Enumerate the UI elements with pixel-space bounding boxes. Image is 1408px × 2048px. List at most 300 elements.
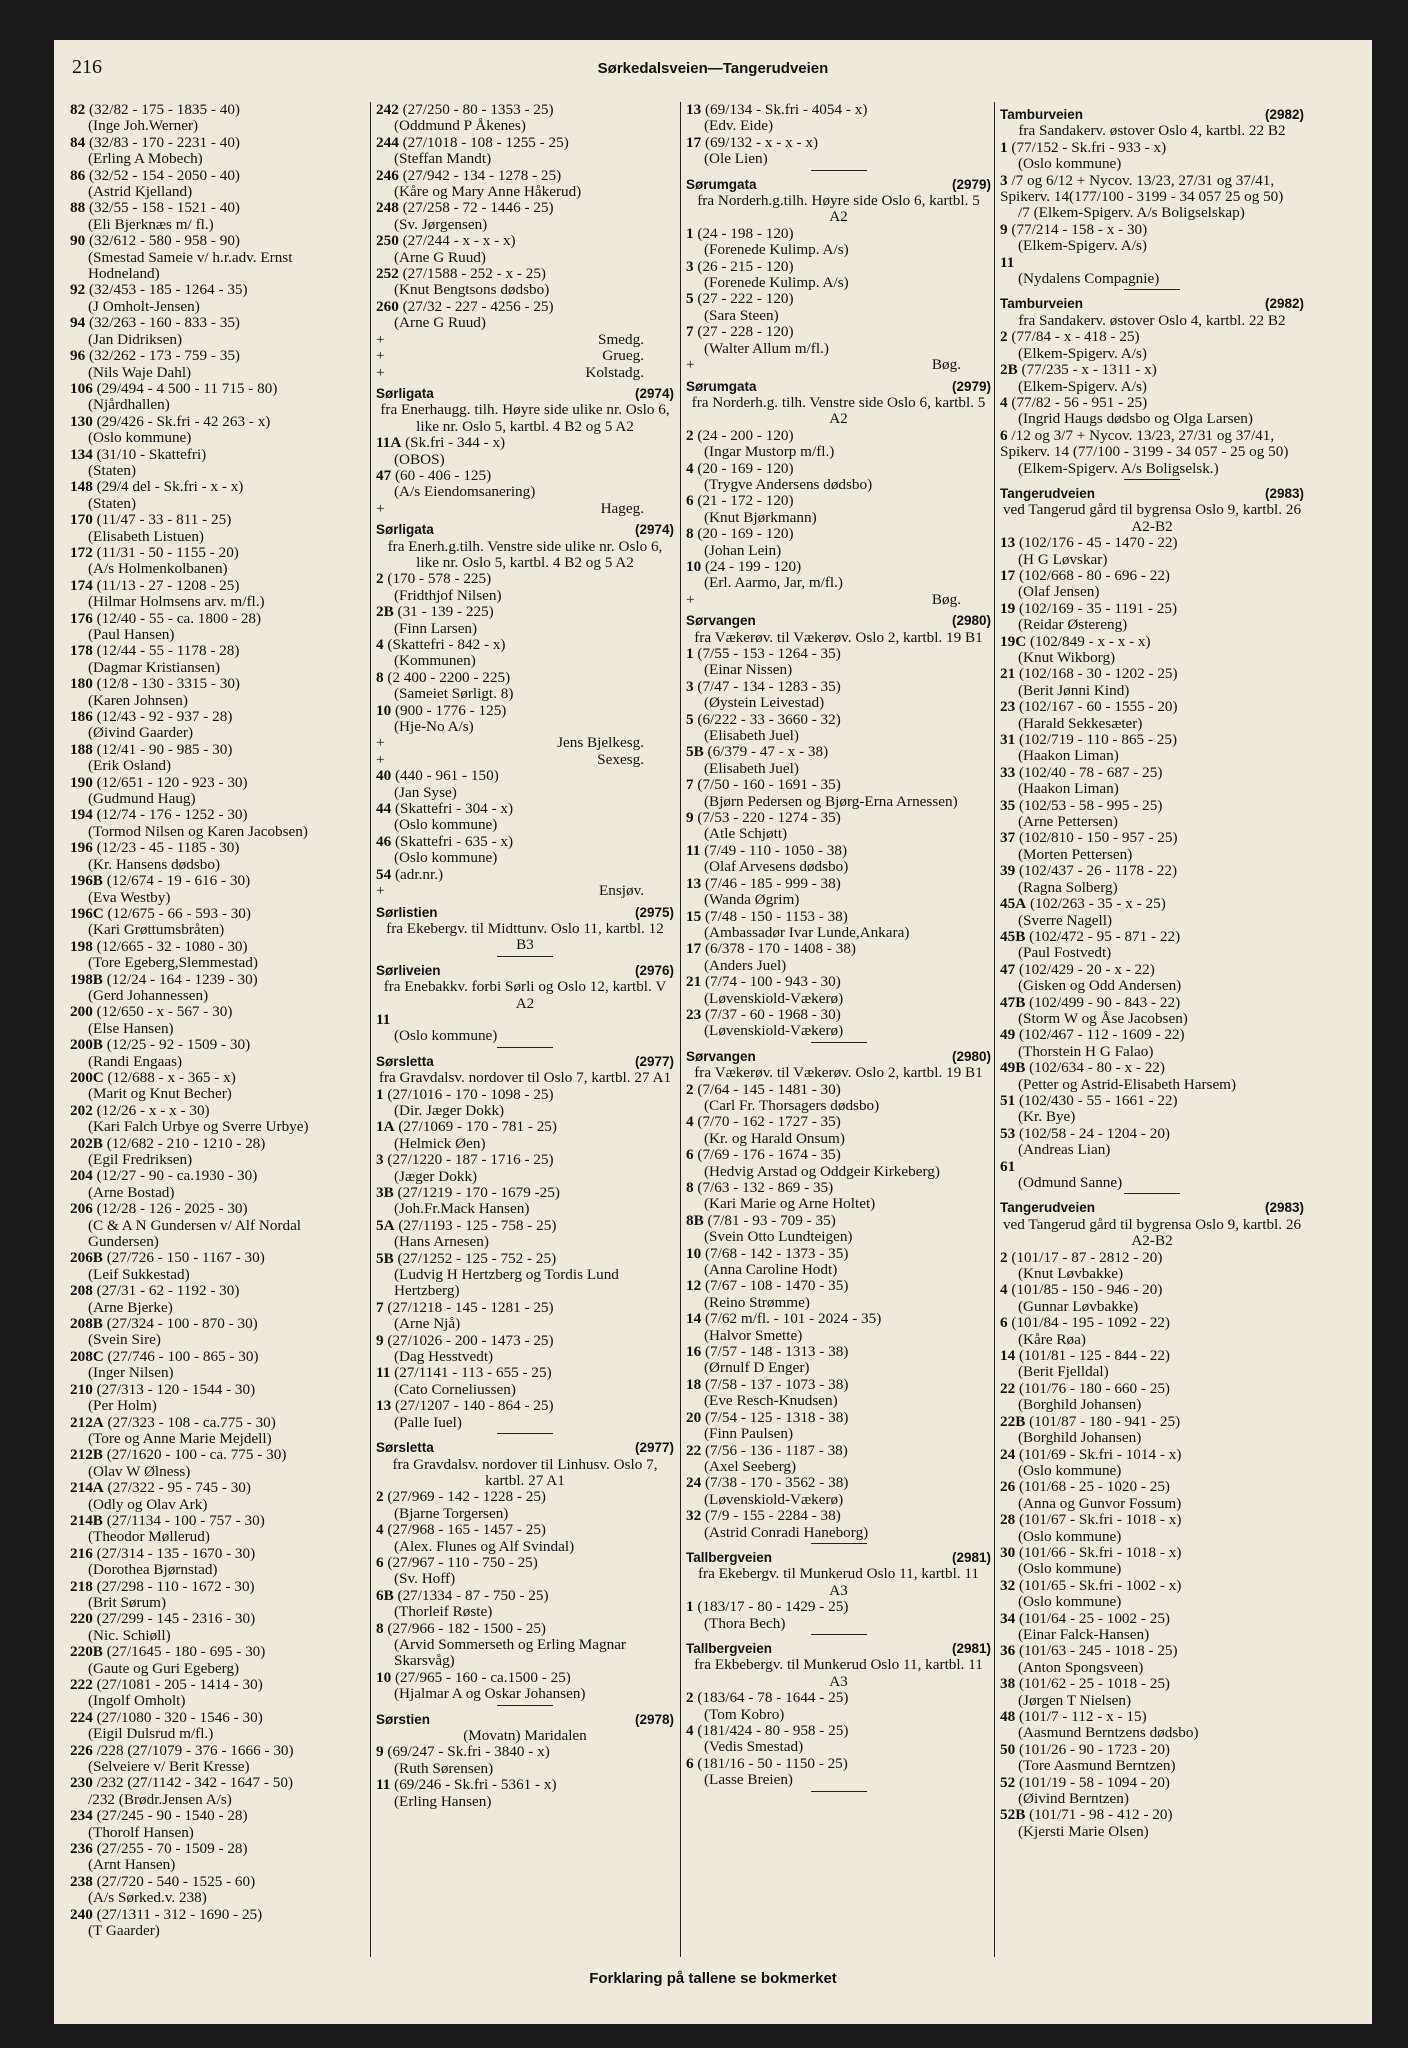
property-data: (27/322 - 95 - 745 - 30)	[107, 1479, 251, 1497]
address-entry	[686, 1756, 991, 1789]
property-data: (101/26 - 90 - 1723 - 20)	[1018, 1740, 1170, 1758]
address-entry	[70, 939, 363, 972]
owner-name: (Tom Kobro)	[704, 1705, 785, 1723]
house-number: 260	[376, 297, 399, 315]
house-number: 30	[1000, 1543, 1016, 1561]
owner-name: (Thorstein H G Falao)	[1018, 1042, 1154, 1060]
house-number: 134	[70, 445, 93, 463]
owner-name: (Oslo kommune)	[1018, 155, 1122, 173]
address-entry	[1000, 1742, 1304, 1775]
entry-line	[70, 545, 363, 561]
property-data: (101/66 - Sk.fri - 1018 - x)	[1018, 1543, 1182, 1561]
street-description: fra Norderh.g. tilh. Venstre side Oslo 6, kartbl. 5 A2	[691, 393, 986, 428]
owner-name: (Paul Fostvedt)	[1018, 944, 1112, 962]
property-data: (24 - 199 - 120)	[704, 557, 802, 575]
address-entry	[686, 324, 991, 357]
house-number: 51	[1000, 1091, 1016, 1109]
entry-line	[686, 1723, 991, 1739]
address-entry	[376, 1777, 674, 1810]
address-entry	[70, 1710, 363, 1743]
entry-line	[70, 102, 363, 118]
owner-name: (Haakon Liman)	[1018, 747, 1119, 765]
property-data: (12/26 - x - x - 30)	[96, 1101, 210, 1119]
owner-name: (Eli Bjerknæs m/ fl.)	[88, 215, 214, 233]
house-number: 13	[376, 1397, 392, 1415]
address-entry	[70, 1415, 363, 1448]
entry-line	[376, 1555, 674, 1571]
street-heading	[376, 1712, 674, 1728]
address-entry	[1000, 535, 1304, 568]
house-number: 240	[70, 1905, 93, 1923]
owner-name: (Thorleif Røste)	[394, 1603, 493, 1621]
entry-line	[70, 1907, 363, 1923]
address-entry	[70, 414, 363, 447]
entry-line	[70, 709, 363, 725]
address-entry	[1000, 1447, 1304, 1480]
address-entry	[70, 643, 363, 676]
address-entry	[686, 1723, 991, 1756]
entry-line	[70, 1480, 363, 1496]
street-name: Sørlistien	[376, 904, 438, 920]
owner-name: (Jan Didriksen)	[88, 330, 183, 348]
property-data: (12/28 - 126 - 2025 - 30)	[96, 1200, 248, 1218]
entry-line	[70, 479, 363, 495]
entry-line	[70, 1316, 363, 1332]
owner-name: (Eigil Dulsrud m/fl.)	[88, 1725, 214, 1743]
owner-name: (Storm W og Åse Jacobsen)	[1018, 1009, 1188, 1027]
address-entry	[376, 1670, 674, 1703]
address-entry	[1000, 1643, 1304, 1676]
house-number: 49B	[1000, 1059, 1026, 1077]
house-number: 11	[376, 1364, 391, 1382]
house-number: 32	[1000, 1576, 1016, 1594]
owner-name: (Ole Lien)	[704, 150, 768, 168]
house-number: 15	[686, 907, 702, 925]
address-entry	[376, 1300, 674, 1333]
entry-line	[1000, 1126, 1304, 1142]
property-data: (24 - 198 - 120)	[697, 224, 794, 242]
address-entry	[1000, 1027, 1304, 1060]
house-number: 220B	[70, 1643, 103, 1661]
address-entry	[70, 1283, 363, 1316]
property-data: (101/87 - 180 - 941 - 25)	[1029, 1412, 1181, 1430]
entry-line	[1000, 1512, 1304, 1528]
owner-name: (Trygve Andersens dødsbo)	[704, 475, 873, 493]
address-entry	[686, 259, 991, 292]
entry-line	[686, 1344, 991, 1360]
section-rule	[1124, 1193, 1180, 1194]
property-data: (102/167 - 60 - 1555 - 20)	[1018, 698, 1178, 716]
address-entry	[1000, 222, 1304, 255]
entry-line	[1000, 255, 1304, 271]
owner-name: (Harald Sekkesæter)	[1018, 714, 1143, 732]
entry-line	[686, 712, 991, 728]
entry-line	[686, 1007, 991, 1023]
house-number: 84	[70, 133, 86, 151]
house-number: 170	[70, 511, 93, 529]
cross-street-name: Smedg.	[598, 330, 644, 348]
house-number: 28	[1000, 1511, 1016, 1529]
property-data: (7/56 - 136 - 1187 - 38)	[704, 1441, 848, 1459]
owner-name: (Vedis Smestad)	[704, 1738, 804, 1756]
house-number: 6	[1000, 426, 1008, 444]
section-rule	[811, 1634, 867, 1635]
section-rule	[811, 1042, 867, 1043]
section-rule	[811, 1791, 867, 1792]
address-entry	[686, 843, 991, 876]
entry-line	[70, 1611, 363, 1627]
address-entry	[376, 1119, 674, 1152]
address-entry	[686, 1599, 991, 1632]
street-description: fra Ekebergv. til Munkerud Oslo 11, kartbl. 11 A3	[697, 1565, 980, 1599]
column-1	[70, 102, 363, 1940]
house-number: 200	[70, 1003, 93, 1021]
property-data: (21 - 172 - 120)	[697, 492, 794, 510]
house-number: 2	[1000, 1248, 1008, 1266]
street-name: Sørumgata	[686, 378, 757, 394]
property-data: (27/31 - 62 - 1192 - 30)	[96, 1282, 240, 1300]
property-data: (7/74 - 100 - 943 - 30)	[704, 973, 841, 991]
cross-symbol: +	[686, 356, 695, 374]
address-entry	[1000, 1315, 1304, 1348]
entry-line	[70, 1874, 363, 1890]
entry-line	[70, 414, 363, 430]
address-entry	[1000, 634, 1304, 667]
house-number: 31	[1000, 731, 1016, 749]
house-number: 5B	[686, 743, 704, 761]
address-entry	[686, 559, 991, 592]
address-entry	[376, 1398, 674, 1431]
house-number: 4	[376, 1521, 384, 1539]
address-entry	[686, 712, 991, 745]
property-data: (7/63 - 132 - 869 - 35)	[697, 1179, 834, 1196]
address-entry	[686, 744, 991, 777]
house-number: 1A	[376, 1118, 395, 1136]
owner-name: (Knut Wikborg)	[1018, 649, 1116, 666]
entry-line	[1000, 1709, 1304, 1725]
entry-line	[376, 200, 674, 216]
property-data: (102/467 - 112 - 1609 - 22)	[1018, 1026, 1185, 1044]
entry-line	[1000, 568, 1304, 584]
property-data: (32/55 - 158 - 1521 - 40)	[88, 199, 240, 217]
cross-street	[376, 752, 674, 768]
owner-name: (Knut Bjørkmann)	[704, 508, 817, 526]
house-number: 4	[686, 459, 694, 477]
address-entry	[70, 873, 363, 906]
house-number: 12	[686, 1277, 702, 1295]
entry-line	[70, 1415, 363, 1431]
property-data: (27/245 - 90 - 1540 - 28)	[96, 1807, 248, 1825]
owner-name: (Gisken og Odd Andersen)	[1018, 977, 1182, 995]
address-entry	[1000, 1060, 1304, 1093]
entry-line	[376, 435, 674, 451]
owner-name: (Selveiere v/ Berit Kresse)	[88, 1758, 250, 1776]
address-entry	[686, 1114, 991, 1147]
address-entry	[376, 768, 674, 801]
house-number: 26	[1000, 1478, 1016, 1496]
street-name: Tamburveien	[1000, 107, 1084, 122]
address-entry	[376, 1621, 674, 1670]
property-data: (7/47 - 134 - 1283 - 35)	[697, 677, 841, 695]
house-number: 218	[70, 1577, 93, 1595]
property-data: (27/969 - 142 - 1228 - 25)	[387, 1488, 546, 1506]
property-data: (12/8 - 130 - 3315 - 30)	[96, 675, 240, 693]
owner-name: (Erling Hansen)	[394, 1792, 492, 1810]
property-data: (2 400 - 2200 - 225)	[387, 668, 511, 686]
address-entry	[70, 972, 363, 1005]
entry-line	[1000, 329, 1304, 345]
cross-symbol: +	[376, 882, 385, 900]
entry-line	[686, 559, 991, 575]
owner-name: (Berit Fjelldal)	[1018, 1363, 1109, 1381]
entry-line	[686, 1311, 991, 1327]
house-number: 16	[686, 1343, 702, 1361]
entry-line	[376, 801, 674, 817]
house-number: 174	[70, 576, 93, 594]
property-data: (12/650 - x - 567 - 30)	[96, 1003, 233, 1021]
owner-name: (Dagmar Kristiansen)	[88, 658, 221, 676]
street-code: (2982)	[1264, 107, 1304, 122]
house-number: 53	[1000, 1124, 1016, 1142]
owner-name: (Nils Waje Dahl)	[88, 363, 192, 381]
cross-street-name: Ensjøv.	[599, 882, 644, 900]
address-entry	[1000, 666, 1304, 699]
entry-line	[70, 135, 363, 151]
street-name: Sørligata	[376, 522, 434, 538]
property-data: (27/968 - 165 - 1457 - 25)	[387, 1521, 546, 1539]
address-entry	[1000, 1775, 1304, 1808]
address-entry	[70, 348, 363, 381]
owner-name: /232 (Brødr.Jensen A/s)	[88, 1790, 232, 1808]
cross-symbol: +	[376, 734, 385, 752]
property-data: (102/499 - 90 - 843 - 22)	[1029, 993, 1181, 1011]
property-data: (183/17 - 80 - 1429 - 25)	[697, 1598, 849, 1616]
house-number: 8	[376, 1619, 384, 1637]
address-entry	[376, 1489, 674, 1522]
owner-name: (Sverre Nagell)	[1018, 911, 1113, 929]
street-name: Sørstien	[376, 1711, 431, 1727]
address-entry	[376, 1365, 674, 1398]
street-name: Sørligata	[376, 385, 434, 401]
entry-line	[1000, 1315, 1304, 1331]
street-code: (2974)	[634, 522, 674, 538]
house-number: 47	[376, 466, 392, 484]
address-entry	[70, 775, 363, 808]
house-number: 94	[70, 314, 86, 332]
property-data: (29/426 - Sk.fri - 42 263 - x)	[96, 412, 271, 430]
property-data: (7/37 - 60 - 1968 - 30)	[704, 1005, 841, 1023]
street-heading	[376, 963, 674, 979]
street-heading	[686, 379, 991, 395]
address-entry	[376, 266, 674, 299]
entry-line	[376, 468, 674, 484]
address-entry	[70, 135, 363, 168]
house-number: 3B	[376, 1184, 394, 1201]
owner-name: (Ørnulf D Enger)	[704, 1359, 810, 1377]
address-entry	[70, 1743, 363, 1776]
entry-line	[70, 1168, 363, 1184]
owner-name: (Thora Bech)	[704, 1614, 786, 1632]
house-number: 198B	[70, 970, 103, 988]
directory-page	[54, 40, 1372, 2024]
property-data: (7/64 - 145 - 1481 - 30)	[697, 1080, 841, 1098]
cross-street	[376, 332, 674, 348]
property-data: (27/32 - 227 - 4256 - 25)	[402, 297, 554, 315]
owner-name: (Bjarne Torgersen)	[394, 1504, 509, 1522]
property-data: (12/25 - 92 - 1509 - 30)	[106, 1036, 251, 1054]
house-number: 6	[686, 1146, 694, 1164]
entry-line	[70, 1513, 363, 1529]
house-number: 5A	[376, 1216, 395, 1234]
entry-line	[686, 974, 991, 990]
entry-line	[1000, 896, 1304, 912]
house-number: 194	[70, 806, 93, 824]
street-description: ved Tangerud gård til bygrensa Oslo 9, kartbl. 26 A2-B2	[1002, 1215, 1302, 1250]
house-number: 178	[70, 642, 93, 660]
street-code: (2980)	[951, 613, 991, 629]
street-heading	[376, 522, 674, 538]
address-entry	[376, 1555, 674, 1588]
entry-line	[70, 1447, 363, 1463]
section-rule	[497, 1705, 553, 1706]
entry-line	[686, 135, 991, 151]
house-number: 208	[70, 1282, 93, 1300]
house-number: 230	[70, 1774, 93, 1792]
house-number: 220	[70, 1610, 93, 1628]
property-data: (12/665 - 32 - 1080 - 30)	[96, 937, 248, 955]
address-entry	[70, 1611, 363, 1644]
house-number: 210	[70, 1380, 93, 1398]
entry-line	[1000, 732, 1304, 748]
entry-line	[70, 1743, 363, 1759]
address-entry	[686, 646, 991, 679]
entry-line	[376, 1185, 674, 1201]
address-entry	[376, 703, 674, 736]
owner-name: (Berit Jønni Kind)	[1018, 681, 1130, 699]
owner-name: (Hjalmar A og Oskar Johansen)	[394, 1685, 586, 1703]
entry-line	[376, 1744, 674, 1760]
entry-line	[1000, 1381, 1304, 1397]
house-number: 204	[70, 1167, 93, 1185]
street-name: Tallbergveien	[686, 1640, 773, 1656]
property-data: (27/1134 - 100 - 757 - 30)	[106, 1511, 265, 1529]
entry-line	[1000, 535, 1304, 551]
entry-line	[1000, 428, 1304, 461]
entry-line	[376, 768, 674, 784]
street-description: fra Enerhaugg. tilh. Høyre side ulike nr. Oslo 6, like nr. Oslo 5, kartbl. 4 B2 og 5 A2	[380, 401, 670, 435]
property-data: (7/62 m/fl. - 101 - 2024 - 35)	[704, 1310, 882, 1328]
address-entry	[1000, 1381, 1304, 1414]
address-entry	[376, 604, 674, 637]
property-data: (102/849 - x - x - x)	[1029, 632, 1151, 650]
house-number: 7	[686, 323, 694, 341]
owner-name: (Oslo kommune)	[1018, 1593, 1122, 1611]
entry-line	[70, 1037, 363, 1053]
house-number: 2	[376, 570, 384, 588]
street-heading	[376, 386, 674, 402]
owner-name: (Ruth Sørensen)	[394, 1759, 494, 1777]
address-entry	[70, 168, 363, 201]
owner-name: (A/s Holmenkolbanen)	[88, 560, 228, 578]
property-data: (101/63 - 245 - 1018 - 25)	[1018, 1642, 1178, 1660]
entry-line	[70, 939, 363, 955]
house-number: 2	[376, 1488, 384, 1506]
owner-name: (Carl Fr. Thorsagers dødsbo)	[704, 1096, 880, 1114]
property-data: (7/68 - 142 - 1373 - 35)	[704, 1244, 849, 1262]
address-entry	[1000, 173, 1304, 222]
entry-line	[686, 909, 991, 925]
property-data: (69/134 - Sk.fri - 4054 - x)	[704, 101, 868, 118]
house-number: 45A	[1000, 895, 1027, 913]
owner-name: (Bjørn Pedersen og Bjørg-Erna Arnessen)	[704, 792, 958, 810]
owner-name: (Joh.Fr.Mack Hansen)	[394, 1200, 530, 1218]
running-header: Sørkedalsveien—Tangerudveien	[597, 60, 829, 77]
owner-name: (Anna Caroline Hodt)	[704, 1261, 838, 1279]
property-data: (6/378 - 170 - 1408 - 38)	[704, 940, 856, 958]
entry-line	[70, 1283, 363, 1299]
address-entry	[376, 1087, 674, 1120]
street-code: (2977)	[634, 1440, 674, 1456]
owner-name: (Tore Aasmund Berntzen)	[1018, 1757, 1176, 1775]
owner-name: (Kr. og Harald Onsum)	[704, 1129, 845, 1147]
owner-name: (Løvenskiold-Vækerø)	[704, 989, 844, 1007]
entry-line	[1000, 666, 1304, 682]
entry-line	[70, 1710, 363, 1726]
property-data: (69/132 - x - x - x)	[704, 133, 819, 151]
street-description: fra Enerh.g.tilh. Venstre side ulike nr. Oslo 6, like nr. Oslo 5, kartbl. 4 B2 og 5 A2	[387, 537, 663, 571]
house-number: 188	[70, 740, 93, 758]
property-data: (181/16 - 50 - 1150 - 25)	[697, 1754, 848, 1772]
house-number: 2	[686, 1689, 694, 1707]
entry-line	[686, 1756, 991, 1772]
column-3	[686, 102, 991, 1798]
house-number: 2	[686, 426, 694, 444]
owner-name: (A/s Sørked.v. 238)	[88, 1889, 207, 1907]
property-data: (7/46 - 185 - 999 - 38)	[704, 874, 841, 892]
owner-name: (Eva Westby)	[88, 888, 171, 906]
house-number: 186	[70, 708, 93, 726]
address-entry	[70, 1103, 363, 1136]
owner-name: (Elkem-Spigerv. A/s)	[1018, 237, 1147, 255]
house-number: 4	[686, 1113, 694, 1131]
house-number: 13	[1000, 534, 1016, 552]
entry-line	[1000, 395, 1304, 411]
address-entry	[1000, 1250, 1304, 1283]
house-number: 106	[70, 379, 93, 397]
property-data: (101/62 - 25 - 1018 - 25)	[1018, 1675, 1170, 1693]
entry-line	[70, 315, 363, 331]
street-name: Sørliveien	[376, 962, 441, 978]
property-data: (20 - 169 - 120)	[697, 525, 794, 543]
owner-name: (Arne Pettersen)	[1018, 813, 1118, 831]
entry-line	[1000, 1479, 1304, 1495]
property-data: (60 - 406 - 125)	[394, 466, 492, 484]
cross-symbol: +	[376, 363, 385, 381]
address-entry	[70, 1250, 363, 1283]
address-entry	[686, 461, 991, 494]
cross-symbol: +	[376, 347, 385, 365]
entry-line	[70, 611, 363, 627]
house-number: 250	[376, 232, 399, 250]
cross-symbol: +	[376, 499, 385, 517]
property-data: (101/19 - 58 - 1094 - 20)	[1018, 1773, 1170, 1791]
property-data: (101/84 - 195 - 1092 - 22)	[1011, 1314, 1170, 1332]
house-number: 9	[376, 1743, 384, 1761]
owner-name: (Reino Strømme)	[704, 1293, 810, 1311]
street-code: (2981)	[951, 1640, 991, 1656]
owner-name: (Astrid Kjelland)	[88, 183, 193, 201]
entry-line	[376, 233, 674, 249]
